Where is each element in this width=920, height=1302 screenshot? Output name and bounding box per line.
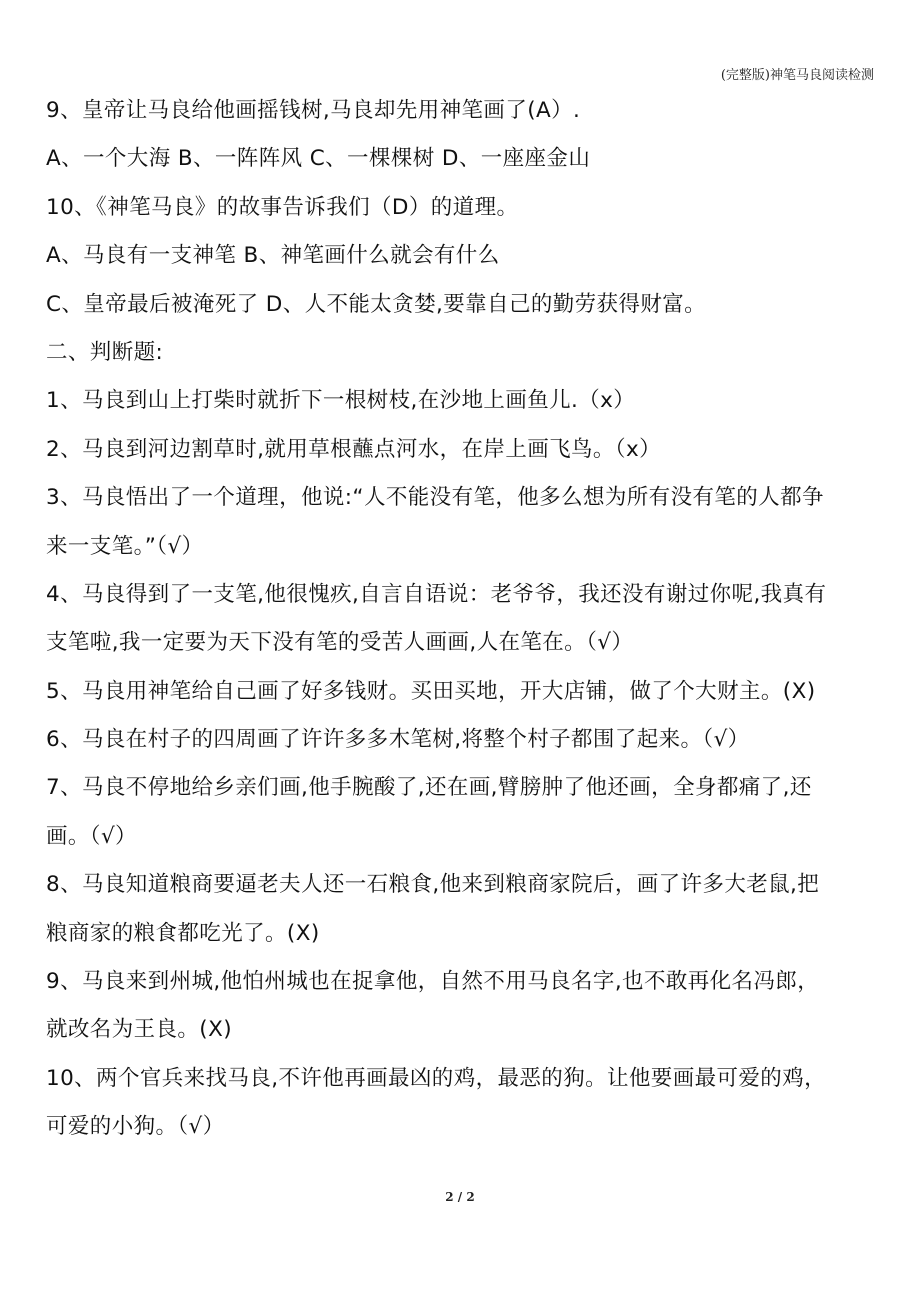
tf-item-3-line-2: 来一支笔。”（√） xyxy=(46,533,204,559)
question-10-mc: 10、《神笔马良》的故事告诉我们（D）的道理。 xyxy=(46,194,519,220)
tf-item-1: 1、马良到山上打柴时就折下一根树枝,在沙地上画鱼儿.（x） xyxy=(46,388,636,414)
question-10-options-cd: C、皇帝最后被淹死了 D、人不能太贪婪,要靠自己的勤劳获得财富。 xyxy=(46,291,707,317)
tf-item-8-line-1: 8、马良知道粮商要逼老夫人还一石粮食,他来到粮商家院后，画了许多大老鼠,把 xyxy=(46,872,820,898)
tf-item-7-line-2: 画。（√） xyxy=(46,823,137,849)
tf-item-4-line-1: 4、马良得到了一支笔,他很愧疚,自言自语说：老爷爷，我还没有谢过你呢,我真有 xyxy=(46,581,827,607)
page-header-title: (完整版)神笔马良阅读检测 xyxy=(720,68,874,83)
section-heading-true-false: 二、判断题: xyxy=(46,339,164,365)
tf-item-6: 6、马良在村子的四周画了许许多多木笔树,将整个村子都围了起来。（√） xyxy=(46,727,750,753)
tf-item-2: 2、马良到河边割草时,就用草根蘸点河水，在岸上画飞鸟。（x） xyxy=(46,436,661,462)
question-10-options-ab: A、马良有一支神笔 B、神笔画什么就会有什么 xyxy=(46,243,500,269)
tf-item-10-line-1: 10、两个官兵来找马良,不许他再画最凶的鸡，最恶的狗。让他要画最可爱的鸡， xyxy=(46,1065,826,1091)
tf-item-10-line-2: 可爱的小狗。（√） xyxy=(46,1114,225,1140)
tf-item-4-line-2: 支笔啦,我一定要为天下没有笔的受苦人画画,人在笔在。（√） xyxy=(46,630,634,656)
tf-item-9-line-1: 9、马良来到州城,他怕州城也在捉拿他，自然不用马良名字,也不敢再化名冯郎， xyxy=(46,969,820,995)
tf-item-9-line-2: 就改名为王良。(X) xyxy=(46,1017,233,1043)
tf-item-5: 5、马良用神笔给自己画了好多钱财。买田买地，开大店铺，做了个大财主。(X) xyxy=(46,678,816,704)
page-number: 2 / 2 xyxy=(445,1190,475,1204)
tf-item-3-line-1: 3、马良悟出了一个道理，他说:“人不能没有笔，他多么想为所有没有笔的人都争 xyxy=(46,485,824,511)
question-9-options: A、一个大海 B、一阵阵风 C、一棵棵树 D、一座座金山 xyxy=(46,146,591,172)
question-9-mc: 9、皇帝让马良给他画摇钱树,马良却先用神笔画了(A）. xyxy=(46,98,581,123)
tf-item-7-line-1: 7、马良不停地给乡亲们画,他手腕酸了,还在画,臂膀肿了他还画，全身都痛了,还 xyxy=(46,775,812,801)
tf-item-8-line-2: 粮商家的粮食都吃光了。(X) xyxy=(46,920,320,946)
document-body xyxy=(46,96,880,1161)
